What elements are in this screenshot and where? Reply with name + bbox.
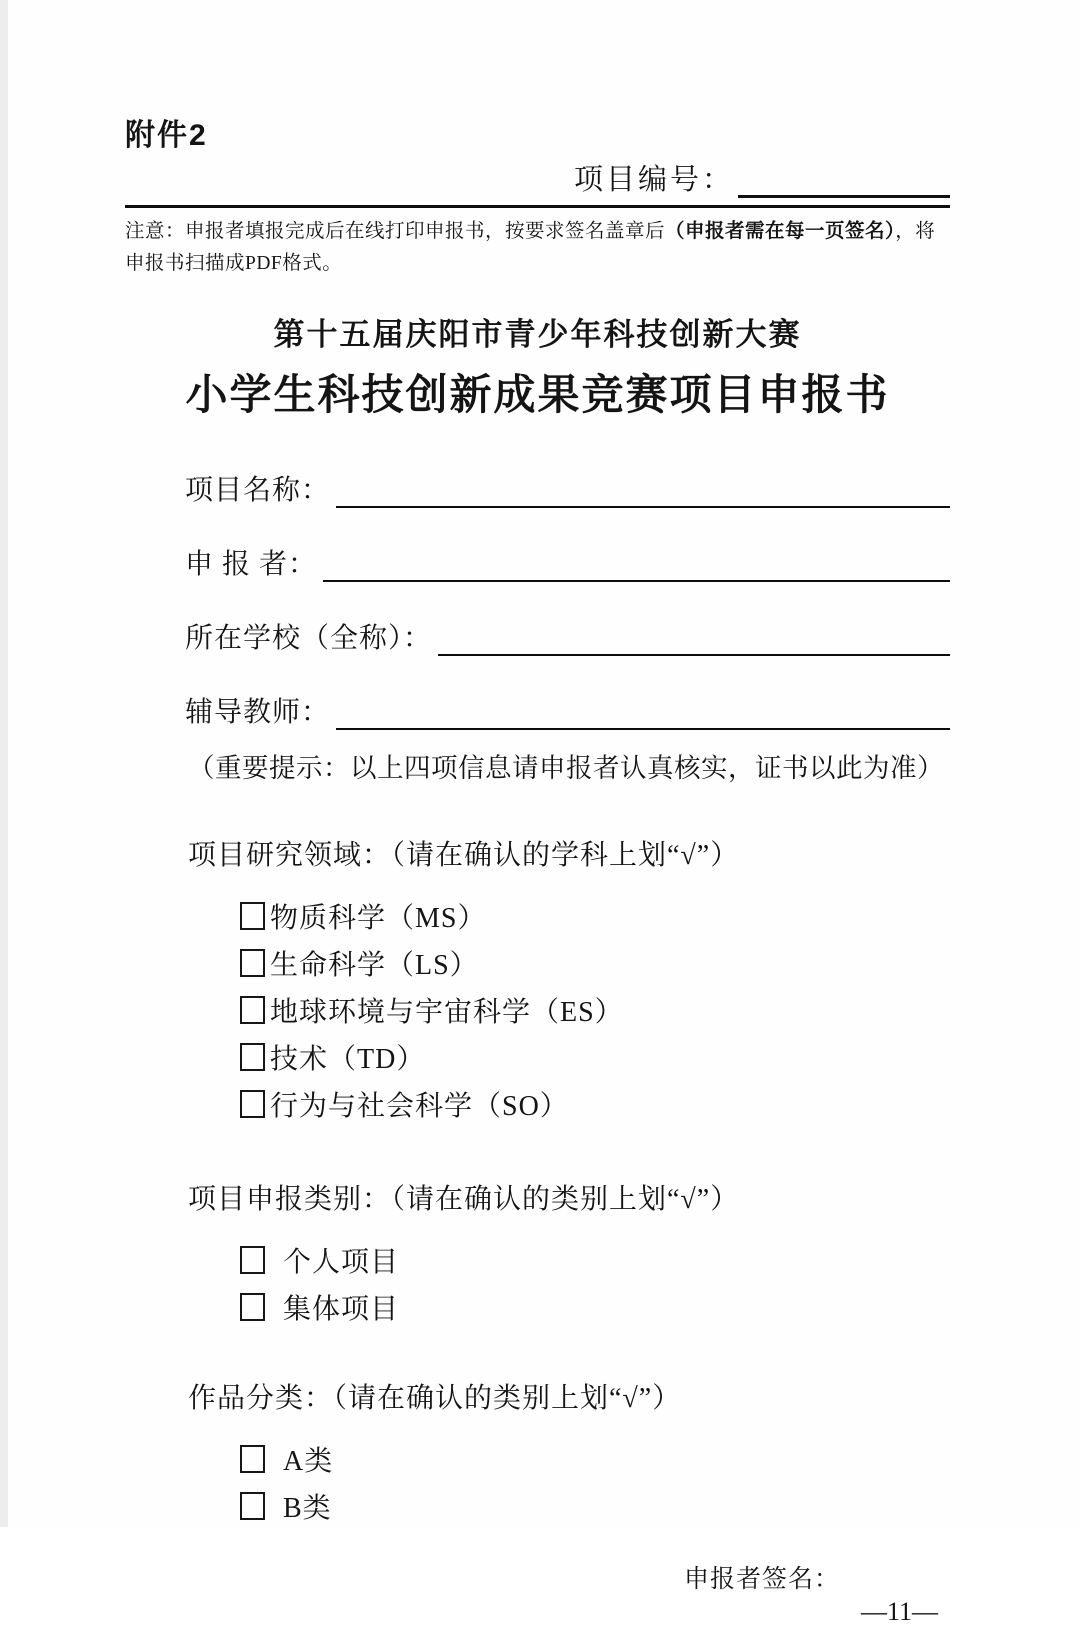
option-group-project (240, 1290, 950, 1324)
checkbox-so[interactable] (240, 1090, 265, 1118)
option-label: 生命科学（LS） (270, 950, 479, 982)
checkbox-ms[interactable] (240, 902, 265, 930)
form-fields (125, 472, 950, 730)
teacher-label: 辅导教师： (185, 697, 331, 729)
school-label: 所在学校（全称）： (185, 623, 433, 655)
competition-title: 第十五届庆阳市青少年科技创新大赛 (273, 317, 802, 353)
option-label: 集体项目 (283, 1294, 400, 1326)
attachment-label: 附件2 (125, 119, 208, 152)
applicant-label: 申 报 者： (185, 549, 318, 581)
signature-label: 申报者签名： (683, 1566, 840, 1594)
form-title: 小学生科技创新成果竞赛项目申报书 (185, 371, 890, 419)
option-material-science (240, 899, 950, 933)
option-class-a (240, 1442, 950, 1476)
notice-suffix: ，将申报书扫描成PDF格式。 (125, 221, 936, 274)
checkbox-ls[interactable] (240, 949, 265, 977)
project-name-label: 项目名称： (185, 475, 331, 507)
option-social-science (240, 1087, 950, 1121)
signature-row (125, 1559, 950, 1595)
header-divider (125, 205, 950, 208)
section-work-classification (125, 1376, 950, 1523)
checkbox-class-b[interactable] (240, 1492, 265, 1520)
option-label: 地球环境与宇宙科学（ES） (270, 997, 624, 1029)
page-number-row (125, 1597, 950, 1627)
option-individual-project (240, 1243, 950, 1277)
application-category-options (188, 1243, 950, 1324)
school-input-line[interactable] (438, 622, 950, 656)
important-note: （重要提示：以上四项信息请申报者认真核实，证书以此为准） (188, 753, 944, 784)
application-category-heading: 项目申报类别：（请在确认的类别上划“√”） (188, 1184, 740, 1216)
option-life-science (240, 946, 950, 980)
checkbox-es[interactable] (240, 996, 265, 1024)
notice-bold: （申报者需在每一页签名） (665, 221, 896, 242)
applicant-input-line[interactable] (323, 548, 950, 582)
project-name-input-line[interactable] (336, 474, 950, 508)
option-class-b (240, 1489, 950, 1523)
option-label: 物质科学（MS） (270, 903, 487, 935)
field-applicant (185, 546, 950, 582)
option-earth-space-science (240, 993, 950, 1027)
project-number-row (125, 160, 950, 198)
option-technology (240, 1040, 950, 1074)
section-application-category (125, 1177, 950, 1324)
field-school (185, 620, 950, 656)
work-classification-options (188, 1442, 950, 1523)
checkbox-individual[interactable] (240, 1246, 265, 1274)
work-classification-heading: 作品分类：（请在确认的类别上划“√”） (188, 1383, 682, 1415)
checkbox-class-a[interactable] (240, 1445, 265, 1473)
page-number: —11— (860, 1597, 938, 1627)
option-label: 行为与社会科学（SO） (270, 1091, 569, 1123)
teacher-input-line[interactable] (336, 696, 950, 730)
research-field-options (188, 899, 950, 1121)
project-number-input-line[interactable] (738, 168, 950, 198)
option-label: 技术（TD） (270, 1044, 426, 1076)
notice-paragraph (125, 216, 950, 279)
field-teacher (185, 694, 950, 730)
section-research-field (125, 833, 950, 1121)
field-project-name (185, 472, 950, 508)
option-label: A类 (283, 1446, 334, 1478)
notice-prefix: 注意：申报者填报完成后在线打印申报书，按要求签名盖章后 (125, 221, 666, 242)
checkbox-group[interactable] (240, 1293, 265, 1321)
project-number-label: 项目编号： (573, 164, 734, 196)
option-label: B类 (283, 1493, 332, 1525)
checkbox-td[interactable] (240, 1043, 265, 1071)
option-label: 个人项目 (283, 1247, 400, 1279)
research-field-heading: 项目研究领域：（请在确认的学科上划“√”） (188, 840, 740, 872)
